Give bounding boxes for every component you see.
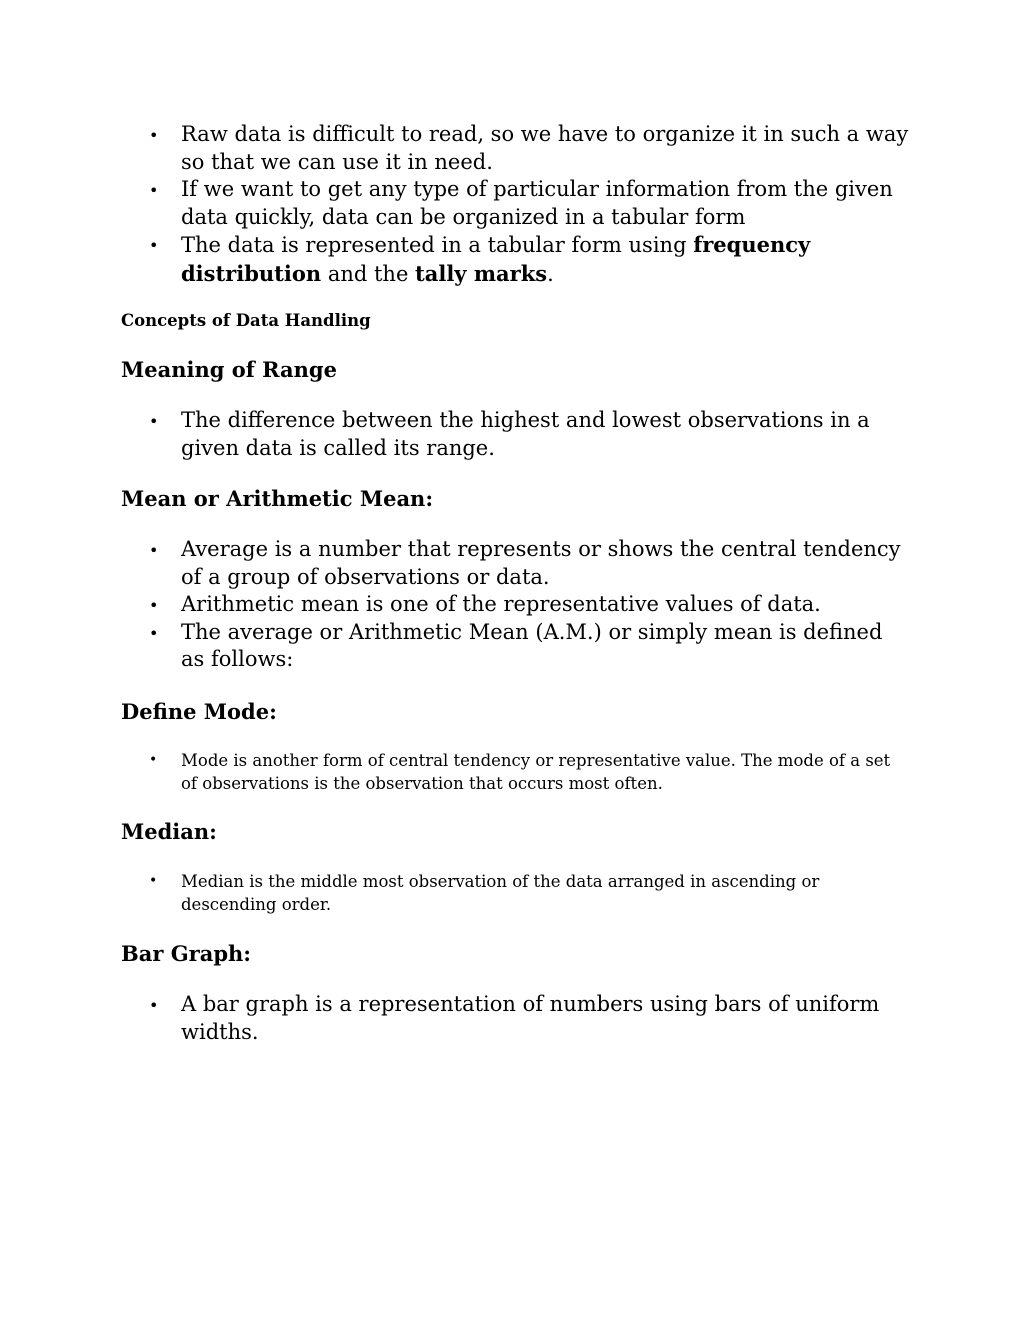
list-item-text: If we want to get any type of particular information from the given data quickly, data can be organized in a tabular form — [181, 177, 893, 229]
list-item-text: and the — [321, 261, 416, 286]
list-item-text: Raw data is difficult to read, so we have to organize it in such a way so that we can use it in need. — [181, 122, 909, 174]
median-list — [121, 870, 911, 916]
mode-heading-block — [121, 698, 911, 726]
bullet-icon: • — [149, 873, 158, 889]
concepts-heading: Concepts of Data Handling — [121, 311, 371, 330]
bullet-icon: • — [149, 236, 159, 255]
intro-list-block — [121, 121, 911, 288]
list-item — [121, 749, 911, 795]
bullet-icon: • — [149, 126, 159, 145]
range-list-block — [121, 407, 911, 462]
list-item — [121, 231, 911, 288]
bar-graph-list — [121, 991, 911, 1046]
list-item-text: The average or Arithmetic Mean (A.M.) or simply mean is defined as follows: — [181, 619, 883, 671]
mean-heading: Mean or Arithmetic Mean: — [121, 486, 434, 511]
mode-heading: Define Mode: — [121, 699, 277, 724]
list-item — [121, 591, 911, 619]
bar-graph-heading: Bar Graph: — [121, 941, 252, 966]
list-item-text: Average is a number that represents or shows the central tendency of a group of observations or data. — [181, 537, 901, 589]
list-item-text: Arithmetic mean is one of the representative values of data. — [181, 592, 821, 616]
list-item-text: Mode is another form of central tendency or representative value. The mode of a set of observations is the observation that occurs most often. — [181, 751, 891, 793]
bullet-icon: • — [149, 596, 159, 615]
mode-list-block — [121, 749, 911, 795]
tally-marks-term: tally marks — [415, 260, 548, 286]
list-item — [121, 991, 911, 1046]
median-heading-block — [121, 818, 911, 846]
bullet-icon: • — [149, 752, 158, 768]
list-item — [121, 407, 911, 462]
range-list — [121, 407, 911, 462]
bullet-icon: • — [149, 623, 159, 643]
median-heading: Median: — [121, 819, 217, 844]
frequency-distribution-term: frequency distribution — [181, 232, 811, 286]
list-item — [121, 870, 911, 916]
bullet-icon: • — [149, 996, 159, 1015]
list-item-text: Median is the middle most observation of the data arranged in ascending or descending order. — [181, 872, 820, 914]
bar-graph-list-block — [121, 991, 911, 1046]
list-item-text: . — [547, 261, 554, 286]
concepts-heading-block — [121, 310, 911, 332]
list-item-text: The data is represented in a tabular form using — [181, 233, 694, 257]
median-list-block — [121, 870, 911, 916]
list-item — [121, 536, 911, 591]
list-item-text: The difference between the highest and lowest observations in a given data is called its range. — [181, 408, 870, 460]
list-item — [121, 121, 911, 176]
list-item — [121, 176, 911, 231]
mode-list — [121, 749, 911, 795]
range-heading-block — [121, 356, 911, 384]
bullet-icon: • — [149, 541, 159, 560]
list-item-text: A bar graph is a representation of numbers using bars of uniform widths. — [181, 992, 880, 1044]
bullet-icon: • — [149, 181, 159, 200]
range-heading: Meaning of Range — [121, 357, 337, 382]
mean-heading-block — [121, 485, 911, 513]
list-item — [121, 619, 911, 674]
intro-list — [121, 121, 911, 288]
bullet-icon: • — [149, 412, 159, 431]
mean-list — [121, 536, 911, 674]
mean-list-block — [121, 536, 911, 674]
bar-graph-heading-block — [121, 940, 911, 968]
